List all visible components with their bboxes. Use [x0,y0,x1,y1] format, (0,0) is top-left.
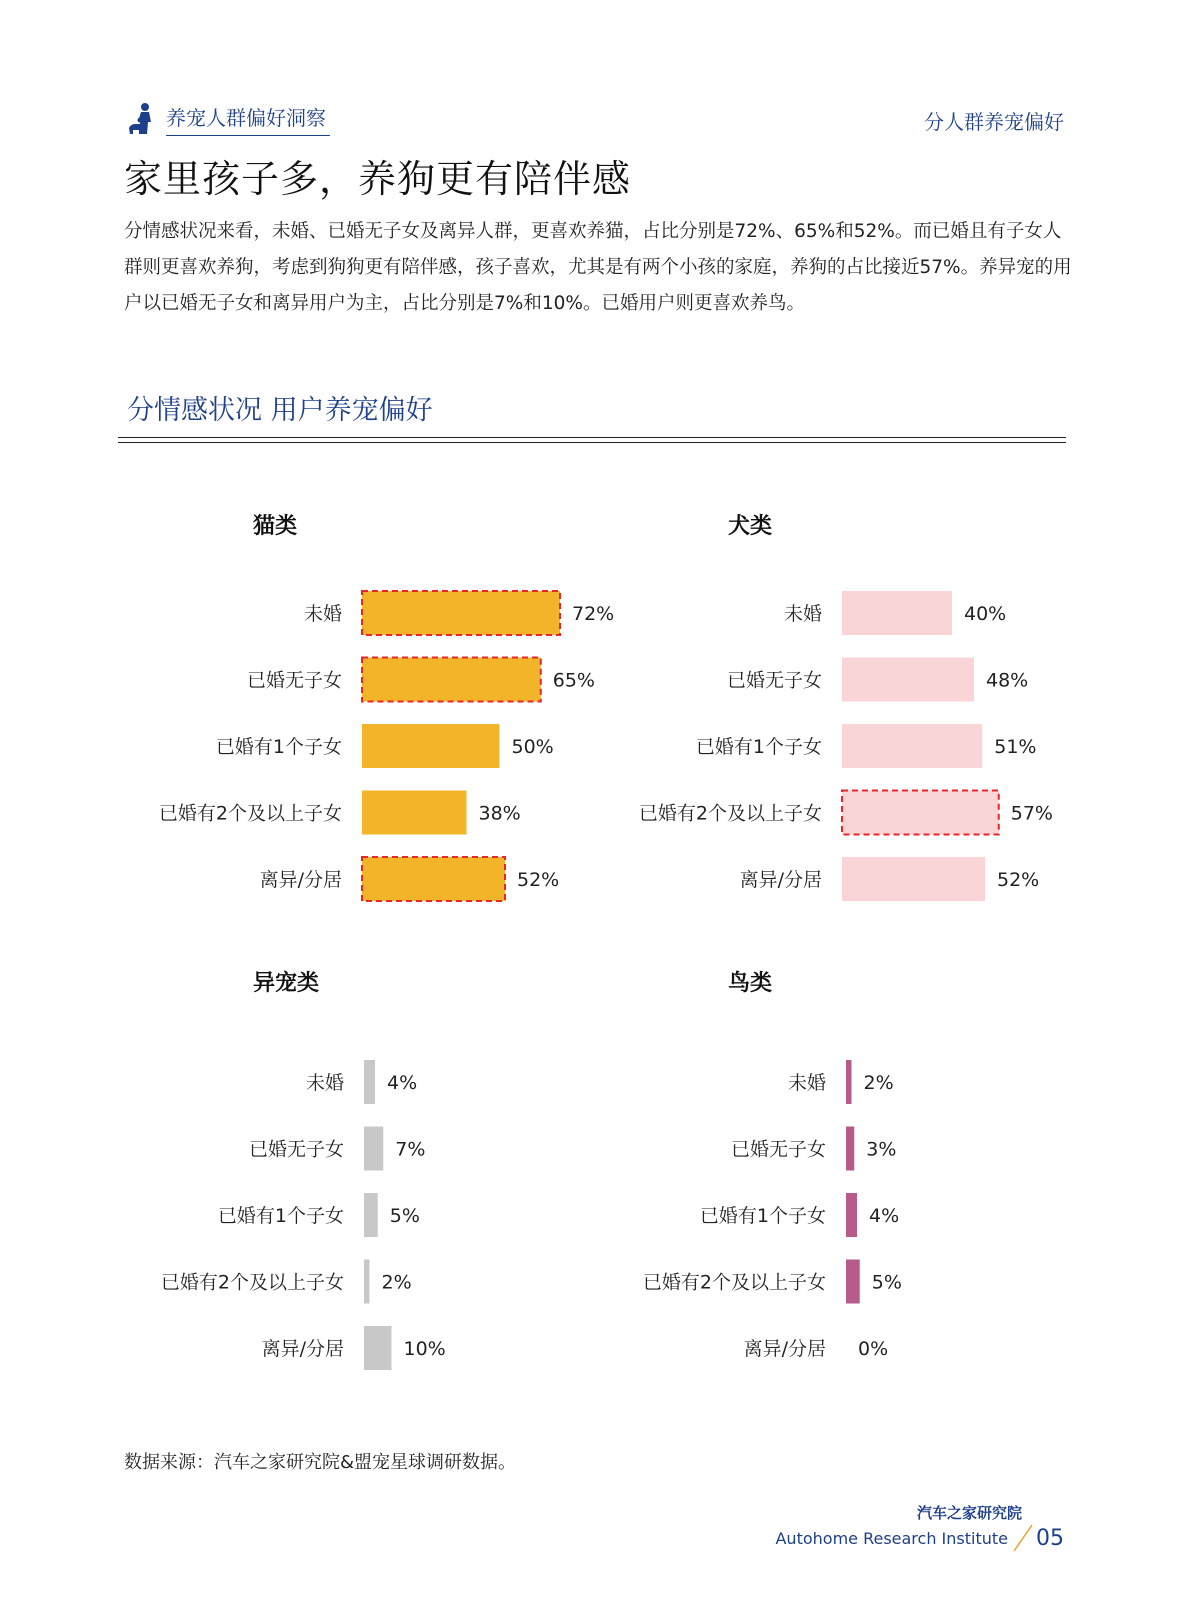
value-label: 4% [869,1205,900,1227]
value-label: 2% [381,1271,412,1294]
value-label: 4% [387,1072,418,1094]
bar [364,1260,370,1304]
bar [364,1060,375,1104]
bar [842,791,999,835]
bar [842,658,974,702]
category-label: 已婚有1个子女 [695,736,822,758]
bar [364,1193,378,1237]
value-label: 57% [1010,802,1053,825]
section-label: 养宠人群偏好洞察 [166,102,330,136]
footer-brand [775,1502,1064,1553]
intro-paragraph: 分情感状况来看，未婚、已婚无子女及离异人群，更喜欢养猫，占比分别是72%、65%和52%。而已婚且有子女人群则更喜欢养狗，考虑到狗狗更有陪伴感，孩子喜欢，尤其是有两个小孩的家庭，养狗的占比接近57%。养异宠的用户以已婚无子女和离异用户为主，占比分别是7%和10%。已婚用户则更喜欢养鸟。 [124,221,1072,314]
page-number: 05 [1036,1525,1064,1551]
category-label: 离异/分居 [739,869,822,891]
category-label: 已婚无子女 [246,669,342,692]
page-title: 家里孩子多，养狗更有陪伴感 [124,157,632,201]
value-label: 48% [986,669,1029,692]
value-label: 10% [403,1338,446,1360]
category-label: 已婚有1个子女 [699,1205,826,1227]
category-label: 已婚无子女 [726,669,822,692]
bar [362,658,541,702]
bar [362,724,500,768]
category-label: 已婚有2个及以上子女 [158,802,342,825]
brand-name-en: Autohome Research Institute [775,1528,1008,1548]
bar [842,724,982,768]
value-label: 7% [395,1138,426,1161]
value-label: 5% [389,1205,420,1227]
chart-title: 猫类 [253,514,298,539]
category-label: 已婚有2个及以上子女 [638,802,822,825]
value-label: 40% [964,603,1007,625]
bar [362,791,467,835]
value-label: 72% [572,603,615,625]
value-label: 50% [511,736,554,758]
bar [364,1326,392,1370]
value-label: 2% [863,1072,894,1094]
slash-divider-icon [1012,1523,1034,1553]
category-label: 已婚有2个及以上子女 [160,1271,344,1294]
value-label: 0% [858,1338,889,1360]
value-label: 38% [478,802,521,825]
value-label: 3% [866,1138,897,1161]
header-right-label: 分人群养宠偏好 [924,110,1064,134]
category-label: 未婚 [787,1072,826,1094]
value-label: 52% [517,869,560,891]
category-label: 离异/分居 [743,1338,826,1360]
data-source-note: 数据来源：汽车之家研究院&盟宠星球调研数据。 [124,1452,517,1473]
brand-name-cn: 汽车之家研究院 [916,1504,1022,1522]
bar [846,1127,854,1171]
bar [846,1260,860,1304]
category-label: 已婚有1个子女 [217,1205,344,1227]
category-label: 未婚 [783,603,822,625]
category-label: 已婚有2个及以上子女 [642,1271,826,1294]
value-label: 5% [871,1271,902,1294]
chart-title: 犬类 [728,514,773,539]
category-label: 已婚无子女 [248,1138,344,1161]
category-label: 离异/分居 [259,869,342,891]
bar [842,857,985,901]
bar [364,1127,383,1171]
bar [842,591,952,635]
chart-section-title: 分情感状况 用户养宠偏好 [127,395,433,426]
bar [362,857,505,901]
chart-title: 异宠类 [253,971,320,996]
category-label: 未婚 [303,603,342,625]
bar [846,1193,857,1237]
chart-title: 鸟类 [728,971,773,996]
bar [846,1060,852,1104]
category-label: 离异/分居 [261,1338,344,1360]
category-label: 已婚有1个子女 [215,736,342,758]
value-label: 65% [552,669,595,692]
category-label: 已婚无子女 [730,1138,826,1161]
value-label: 52% [997,869,1040,891]
value-label: 51% [994,736,1037,758]
category-label: 未婚 [305,1072,344,1094]
bar [362,591,560,635]
